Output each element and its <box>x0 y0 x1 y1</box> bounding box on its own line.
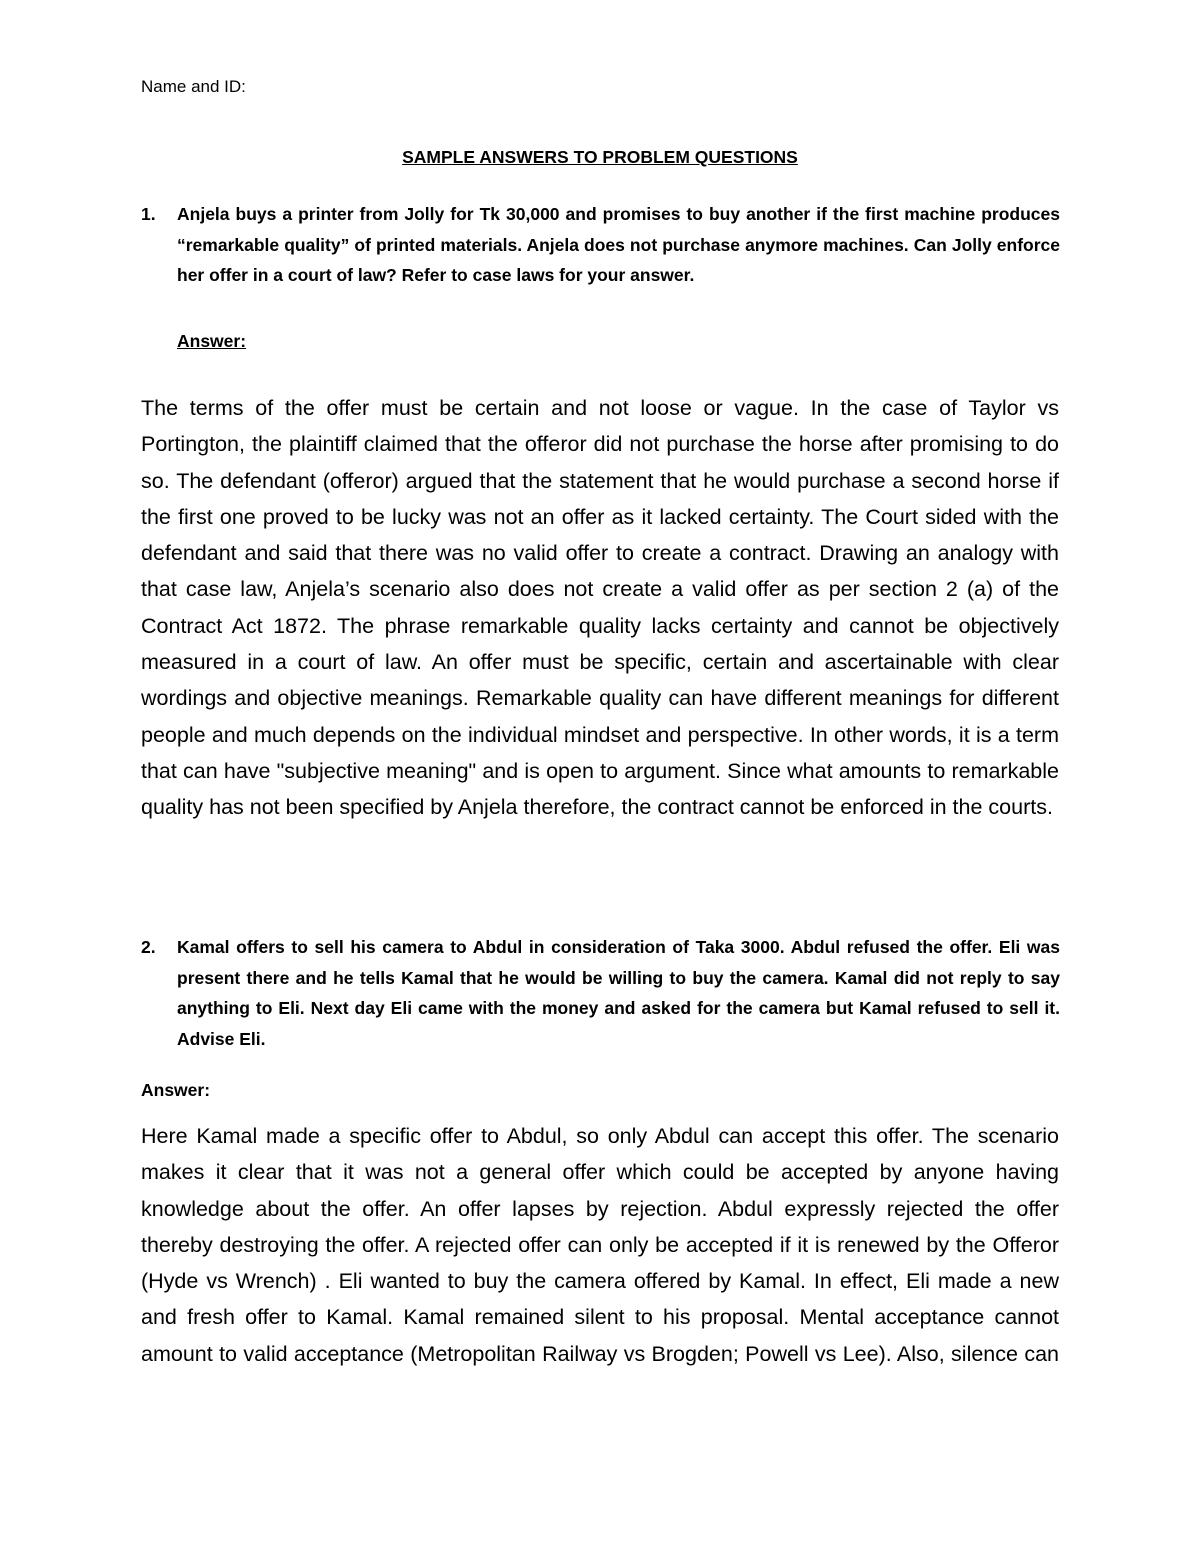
question-text: Kamal offers to sell his camera to Abdul in consideration of Taka 3000. Abdul refused the offer. Eli was present there and he tells Kamal that he would be willing to buy the camera. Kamal did not reply to say anything to Eli. Next day Eli came with the money and asked for the camera but Kamal refused to sell it. Advise Eli. <box>177 937 1060 1049</box>
question-2 <box>141 932 1059 1054</box>
answer-label: Answer: <box>141 1080 211 1100</box>
answer-text: Here Kamal made a specific offer to Abdul, so only Abdul can accept this offer. The scenario makes it clear that it was not a general offer which could be accepted by anyone having knowledge about the offer. An offer lapses by rejection. Abdul expressly rejected the offer thereby destroying the offer. A rejected offer can only be accepted if it is renewed by the Offeror (Hyde vs Wrench) . Eli wanted to buy the camera offered by Kamal. In effect, Eli made a new and fresh offer to Kamal. Kamal remained silent to his proposal. Mental acceptance cannot amount to valid acceptance (Metropolitan Railway vs Brogden; Powell vs Lee). Also, silence can <box>141 1124 1059 1366</box>
question-number: 1. <box>141 204 156 224</box>
answer-label: Answer: <box>177 331 247 351</box>
document-title: SAMPLE ANSWERS TO PROBLEM QUESTIONS <box>402 147 798 167</box>
question-1 <box>141 199 1059 294</box>
name-and-id-label: Name and ID: <box>141 77 246 96</box>
question-number: 2. <box>141 937 156 957</box>
question-text: Anjela buys a printer from Jolly for Tk 30,000 and promises to buy another if the first machine produces “remarkable quality” of printed materials. Anjela does not purchase anymore machines. Can Jolly enforce her offer in a court of law? Refer to case laws for your answer. <box>177 204 1060 285</box>
answer-text: The terms of the offer must be certain and not loose or vague. In the case of Taylor vs Portington, the plaintiff claimed that the offeror did not purchase the horse after promising to do so. The defendant (offeror) argued that the statement that he would purchase a second horse if the first one proved to be lucky was not an offer as it lacked certainty. The Court sided with the defendant and said that there was no valid offer to create a contract. Drawing an analogy with that case law, Anjela’s scenario also does not create a valid offer as per section 2 (a) of the Contract Act 1872. The phrase remarkable quality lacks certainty and cannot be objectively measured in a court of law. An offer must be specific, certain and ascertainable with clear wordings and objective meanings. Remarkable quality can have different meanings for different people and much depends on the individual mindset and perspective. In other words, it is a term that can have "subjective meaning" and is open to argument. Since what amounts to remarkable quality has not been specified by Anjela therefore, the contract cannot be enforced in the courts. <box>141 396 1059 820</box>
